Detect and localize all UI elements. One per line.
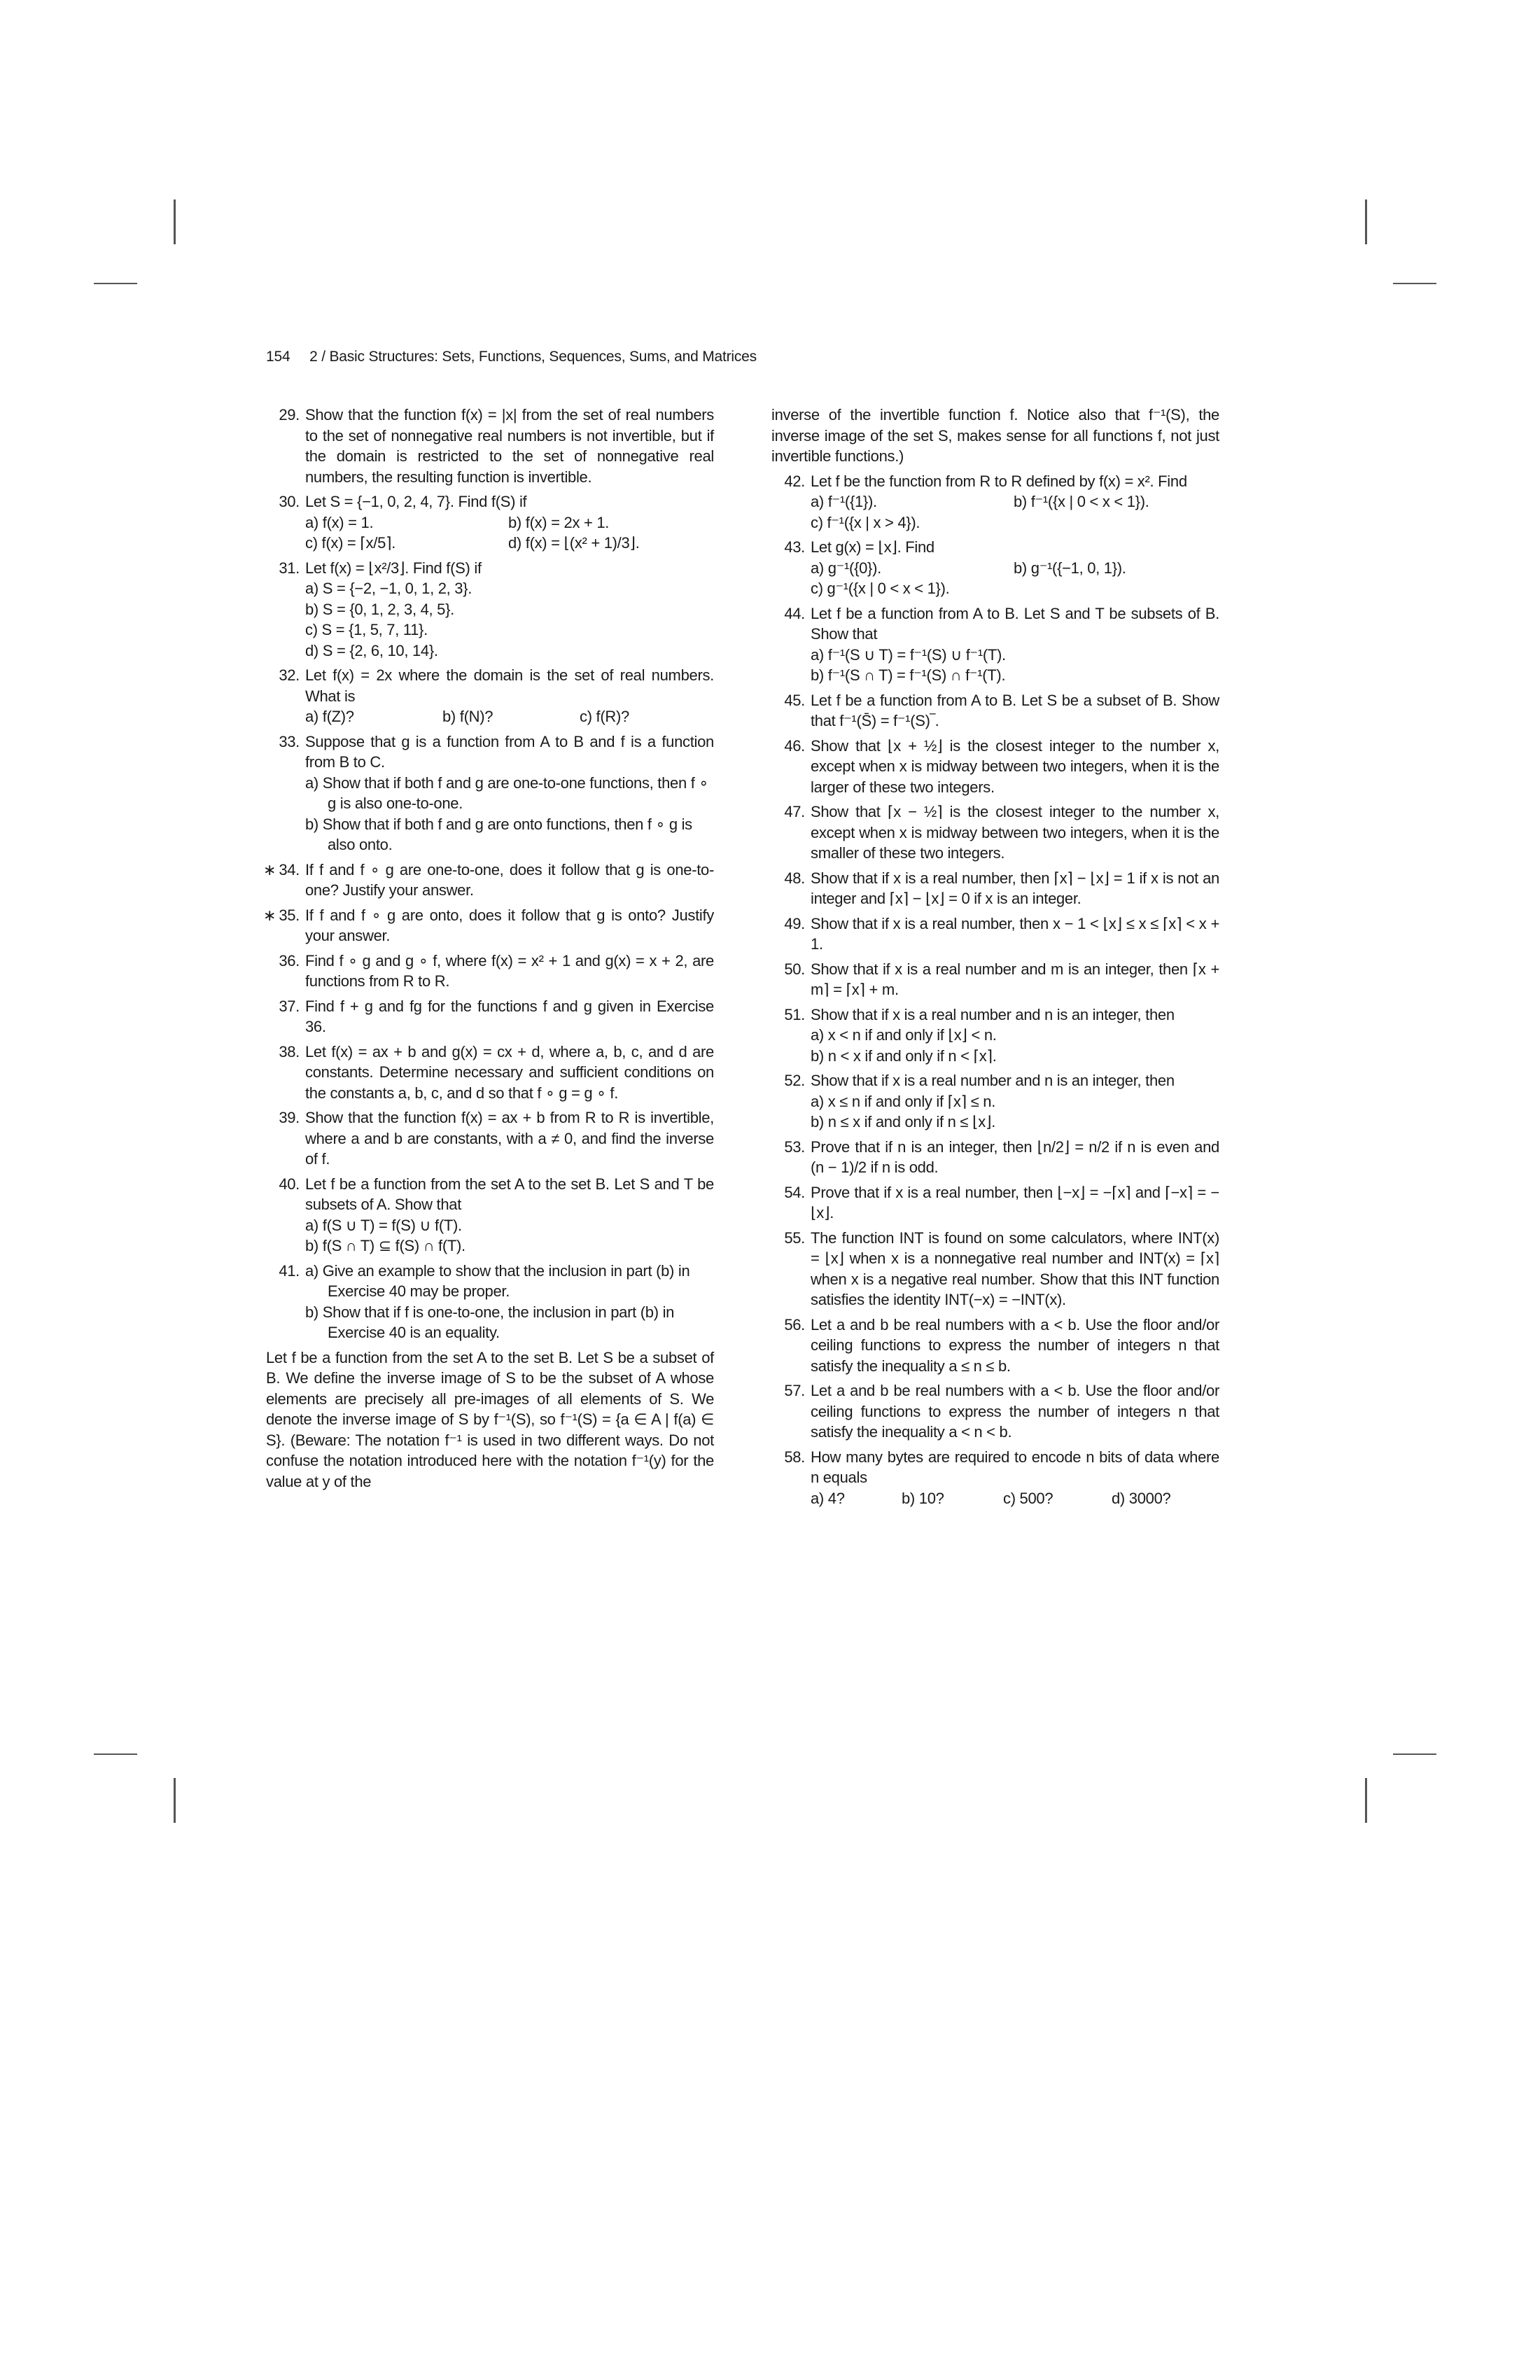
exercise-50 (771, 959, 1219, 1000)
exercise-text: Let S = {−1, 0, 2, 4, 7}. Find f(S) if (305, 493, 527, 510)
part-a: a) f⁻¹({1}). (811, 493, 877, 510)
exercise-48 (771, 868, 1219, 909)
exercise-text: Show that ⌊x + ½⌋ is the closest integer to the number x, except when x is midway between two integers, when it is the larger of these two integers. (811, 736, 1219, 796)
exercise-32 (266, 665, 714, 727)
exercise-41 (266, 1261, 714, 1343)
exercise-number: 49. (784, 914, 805, 932)
part-b: b) f(S ∩ T) ⊆ f(S) ∩ f(T). (305, 1237, 465, 1254)
exercise-38 (266, 1042, 714, 1104)
part-a: a) f⁻¹(S ∪ T) = f⁻¹(S) ∪ f⁻¹(T). (811, 645, 1006, 664)
running-title: 2 / Basic Structures: Sets, Functions, Sequences, Sums, and Matrices (309, 349, 757, 365)
exercise-number: 42. (784, 472, 805, 490)
exercise-number: 51. (784, 1005, 805, 1023)
exercise-51 (771, 1004, 1219, 1067)
exercise-number: 37. (279, 997, 300, 1015)
part-b: b) f⁻¹(S ∩ T) = f⁻¹(S) ∩ f⁻¹(T). (811, 666, 1006, 684)
exercise-44 (771, 603, 1219, 686)
exercise-text: Show that the function f(x) = |x| from the set of real numbers to the set of nonnegative real numbers is not invertible, but if the domain is restricted to the set of nonnegative real numbers, the resulting function is invertible. (305, 406, 714, 486)
part-a: a) 4? (811, 1489, 845, 1507)
crop-mark (94, 283, 137, 284)
crop-mark (174, 200, 176, 244)
exercise-text: Show that ⌈x − ½⌉ is the closest integer to the number x, except when x is midway between two integers, when it is the smaller of these two integers. (811, 803, 1219, 862)
exercise-33 (266, 732, 714, 855)
exercise-47 (771, 802, 1219, 864)
crop-mark (1393, 1754, 1436, 1755)
exercise-text: Find f + g and fg for the functions f and g given in Exercise 36. (305, 997, 714, 1035)
exercise-57 (771, 1380, 1219, 1443)
inverse-image-paragraph: Let f be a function from the set A to the set B. Let S be a subset of B. We define the inverse image of S to be the subset of A whose elements are precisely all pre-images of all elements of S. We denote the inverse image of S by f⁻¹(S), so f⁻¹(S) = {a ∈ A | f(a) ∈ S}. (Beware: The notation f⁻¹ is used in two different ways. Do not confuse the notation introduced here with the notation f⁻¹(y) for the value at y of the (266, 1348, 714, 1490)
part-b: b) f(x) = 2x + 1. (508, 513, 610, 531)
exercise-text: The function INT is found on some calculators, where INT(x) = ⌊x⌋ when x is a nonnegative real number and INT(x) = ⌈x⌉ when x is a negative real number. Show that this INT function satisfies the identity INT(−x) = −INT(x). (811, 1228, 1219, 1308)
exercise-text: Let a and b be real numbers with a < b. Use the floor and/or ceiling functions to express the number of integers n that satisfy the inequality a ≤ n ≤ b. (811, 1315, 1219, 1375)
exercise-text: Let a and b be real numbers with a < b. Use the floor and/or ceiling functions to express the number of integers n that satisfy the inequality a < n < b. (811, 1382, 1219, 1441)
exercise-text: Show that if x is a real number and m is an integer, then ⌈x + m⌉ = ⌈x⌉ + m. (811, 960, 1219, 998)
exercise-number: 30. (279, 493, 300, 510)
exercise-34 (263, 860, 714, 901)
crop-mark (174, 1778, 176, 1823)
part-b: b) n < x if and only if n < ⌈x⌉. (811, 1046, 997, 1065)
exercise-text: Let f(x) = ⌊x²/3⌋. Find f(S) if (305, 559, 482, 577)
exercise-number: 58. (784, 1448, 805, 1466)
exercise-text: Suppose that g is a function from A to B and f is a function from B to C. (305, 732, 714, 771)
part-c: c) 500? (1003, 1489, 1054, 1507)
exercise-number: 40. (279, 1175, 300, 1193)
part-b: b) n ≤ x if and only if n ≤ ⌊x⌋. (811, 1113, 996, 1130)
exercise-text: Let f be the function from R to R defined by f(x) = x². Find (811, 472, 1187, 490)
part-a: a) x < n if and only if ⌊x⌋ < n. (811, 1026, 997, 1044)
part-d: d) S = {2, 6, 10, 14}. (305, 641, 438, 659)
exercise-56 (771, 1315, 1219, 1377)
exercise-text: Let f be a function from A to B. Let S be a subset of B. Show that f⁻¹(S̄) = f⁻¹(S)‾. (811, 691, 1219, 729)
exercise-number: 31. (279, 559, 300, 577)
exercise-text: Show that if x is a real number, then ⌈x⌉ − ⌊x⌋ = 1 if x is not an integer and ⌈x⌉ − ⌊x⌋ = 0 if x is an integer. (811, 869, 1219, 907)
exercise-55 (771, 1228, 1219, 1310)
exercise-number: 55. (784, 1228, 805, 1247)
exercise-text: Let f(x) = 2x where the domain is the set of real numbers. What is (305, 666, 714, 705)
part-b: b) f(N)? (442, 708, 493, 725)
exercise-number: 32. (279, 666, 300, 684)
exercise-53 (771, 1137, 1219, 1178)
left-column (263, 405, 714, 1496)
part-b: b) g⁻¹({−1, 0, 1}). (1014, 559, 1126, 577)
exercise-number: 52. (784, 1072, 805, 1089)
exercise-text: Let f be a function from the set A to the set B. Let S and T be subsets of A. Show that (305, 1175, 714, 1213)
part-a: a) x ≤ n if and only if ⌈x⌉ ≤ n. (811, 1092, 996, 1110)
exercise-36 (266, 951, 714, 992)
part-d: d) 3000? (1112, 1489, 1171, 1507)
exercise-40 (266, 1174, 714, 1256)
exercise-58 (771, 1447, 1219, 1509)
exercise-39 (266, 1107, 714, 1170)
exercise-54 (771, 1182, 1219, 1224)
exercise-35 (263, 905, 714, 946)
exercise-number: 38. (279, 1042, 300, 1060)
crop-mark (1393, 283, 1436, 284)
exercise-number: 54. (784, 1183, 805, 1201)
part-c: c) S = {1, 5, 7, 11}. (305, 621, 428, 638)
page-header (266, 349, 757, 365)
exercise-number: 34. (279, 860, 300, 878)
exercise-number: 56. (784, 1315, 805, 1334)
exercise-text: Prove that if x is a real number, then ⌊−x⌋ = −⌈x⌉ and ⌈−x⌉ = −⌊x⌋. (811, 1183, 1219, 1222)
exercise-number: 46. (784, 736, 805, 755)
inverse-image-paragraph-continued: inverse of the invertible function f. Notice also that f⁻¹(S), the inverse image of the set S, makes sense for all functions f, not just invertible functions.) (771, 406, 1219, 465)
part-b: b) f⁻¹({x | 0 < x < 1}). (1014, 493, 1149, 510)
exercise-text: Let f be a function from A to B. Let S and T be subsets of B. Show that (811, 604, 1219, 643)
part-b: b) Show that if both f and g are onto functions, then f ∘ g is also onto. (305, 815, 692, 853)
part-a: a) f(x) = 1. (305, 513, 374, 531)
crop-mark (1365, 200, 1367, 244)
exercise-number: 45. (784, 691, 805, 709)
right-column (771, 405, 1219, 1513)
exercise-number: 48. (784, 869, 805, 887)
part-b: b) S = {0, 1, 2, 3, 4, 5}. (305, 600, 454, 618)
crop-mark (94, 1754, 137, 1755)
starred-marker: ∗ (263, 860, 276, 878)
exercise-number: 29. (279, 406, 300, 424)
exercise-46 (771, 736, 1219, 798)
exercise-number: 47. (784, 803, 805, 820)
exercise-number: 57. (784, 1382, 805, 1399)
exercise-37 (266, 996, 714, 1037)
exercise-number: 36. (279, 951, 300, 969)
exercise-42 (771, 471, 1219, 533)
part-d: d) f(x) = ⌊(x² + 1)/3⌋. (508, 534, 640, 552)
exercise-43 (771, 537, 1219, 599)
starred-marker: ∗ (263, 906, 276, 924)
exercise-text: Show that if x is a real number and n is an integer, then (811, 1072, 1175, 1089)
exercise-text: Find f ∘ g and g ∘ f, where f(x) = x² + 1 and g(x) = x + 2, are functions from R to R. (305, 951, 714, 990)
exercise-45 (771, 690, 1219, 732)
exercise-number: 35. (279, 906, 300, 924)
part-a: a) Show that if both f and g are one-to-one functions, then f ∘ g is also one-to-one. (305, 774, 708, 812)
exercise-text: Let f(x) = ax + b and g(x) = cx + d, where a, b, c, and d are constants. Determine necessary and sufficient conditions on the constants a, b, c, and d so that f ∘ g = g ∘ f. (305, 1042, 714, 1102)
exercise-number: 43. (784, 538, 805, 556)
exercise-number: 33. (279, 732, 300, 750)
part-a: a) f(Z)? (305, 708, 354, 725)
part-a: a) Give an example to show that the inclusion in part (b) in Exercise 40 may be proper. (305, 1261, 690, 1300)
exercise-number: 44. (784, 604, 805, 622)
part-c: c) f(x) = ⌈x/5⌉. (305, 534, 396, 552)
part-a: a) g⁻¹({0}). (811, 559, 881, 577)
page-number: 154 (266, 349, 290, 365)
part-c: c) f(R)? (580, 708, 629, 725)
exercise-29 (266, 405, 714, 487)
exercise-text: Let g(x) = ⌊x⌋. Find (811, 538, 934, 556)
exercise-text: Show that the function f(x) = ax + b from R to R is invertible, where a and b are constants, with a ≠ 0, and find the inverse of f. (305, 1109, 714, 1168)
exercise-text: How many bytes are required to encode n bits of data where n equals (811, 1448, 1219, 1486)
exercise-text: If f and f ∘ g are onto, does it follow that g is onto? Justify your answer. (305, 906, 714, 944)
exercise-number: 53. (784, 1138, 805, 1156)
exercise-text: Show that if x is a real number and n is an integer, then (811, 1005, 1175, 1023)
exercise-31 (266, 558, 714, 662)
exercise-text: Prove that if n is an integer, then ⌊n/2⌋ = n/2 if n is even and (n − 1)/2 if n is odd. (811, 1138, 1219, 1176)
part-b: b) Show that if f is one-to-one, the inclusion in part (b) in Exercise 40 is an equality. (305, 1303, 675, 1341)
exercise-number: 50. (784, 960, 805, 978)
part-a: a) S = {−2, −1, 0, 1, 2, 3}. (305, 580, 472, 597)
exercise-text: If f and f ∘ g are one-to-one, does it follow that g is one-to-one? Justify your answer. (305, 860, 714, 899)
exercise-text: Show that if x is a real number, then x − 1 < ⌊x⌋ ≤ x ≤ ⌈x⌉ < x + 1. (811, 914, 1219, 953)
exercise-number: 39. (279, 1109, 300, 1126)
crop-mark (1365, 1778, 1367, 1823)
part-a: a) f(S ∪ T) = f(S) ∪ f(T). (305, 1216, 462, 1234)
exercise-52 (771, 1070, 1219, 1133)
exercise-number: 41. (279, 1261, 300, 1280)
part-b: b) 10? (902, 1489, 944, 1507)
exercise-30 (266, 491, 714, 554)
part-c: c) f⁻¹({x | x > 4}). (811, 513, 920, 531)
exercise-49 (771, 913, 1219, 955)
part-c: c) g⁻¹({x | 0 < x < 1}). (811, 580, 950, 597)
